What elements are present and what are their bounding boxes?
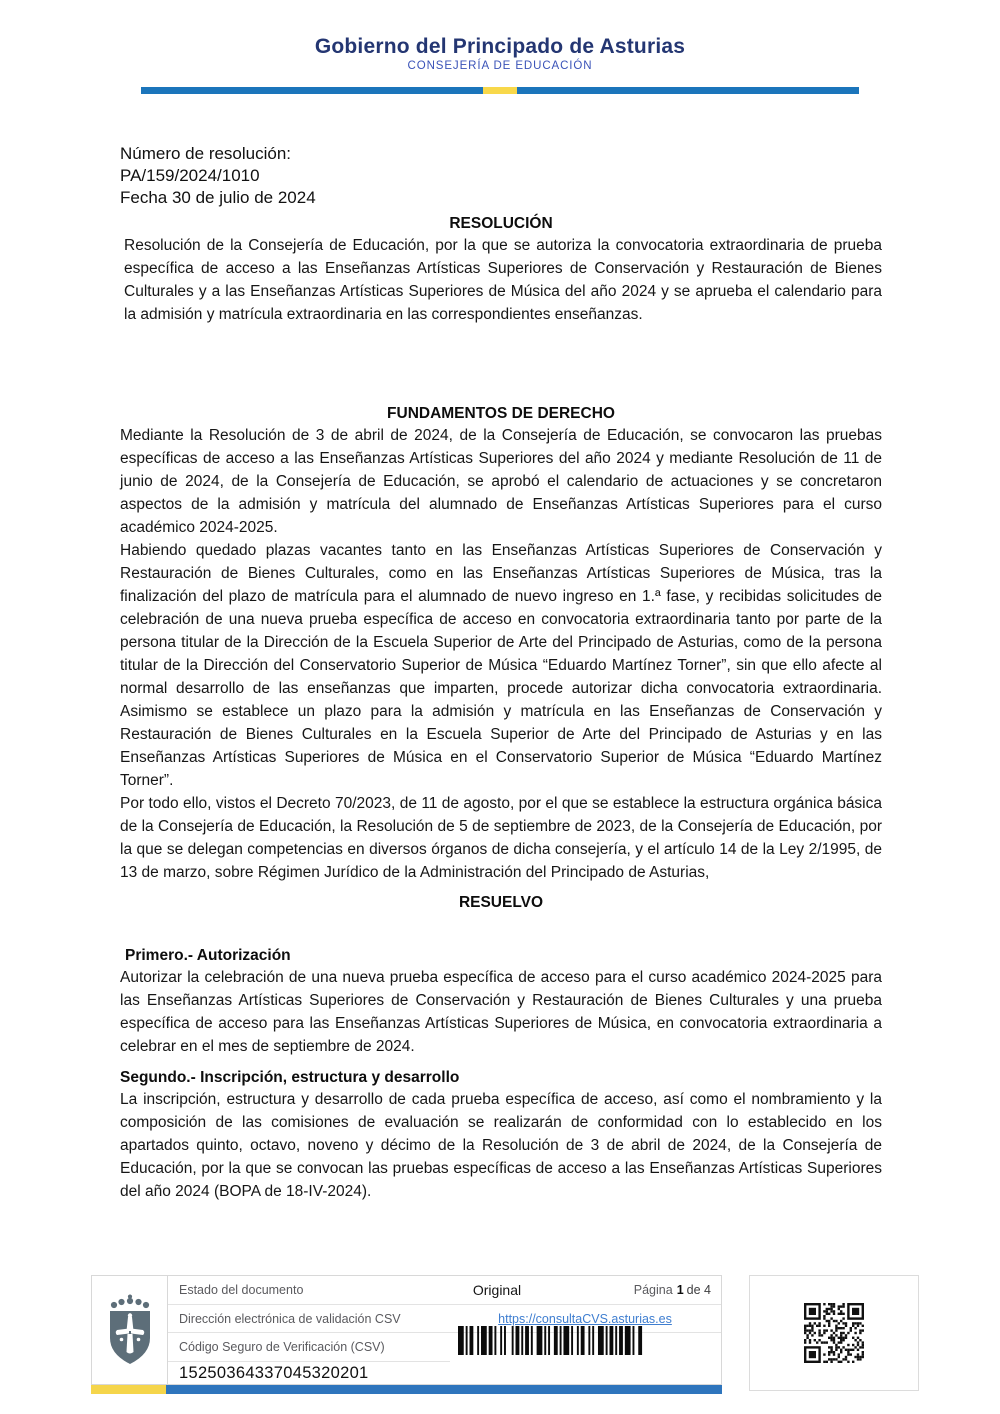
csv-direccion-label: Dirección electrónica de validación CSV [179, 1311, 401, 1326]
paragraph-fundamentos-2: Habiendo quedado plazas vacantes tanto en las Enseñanzas Artísticas Superiores de Conservación y Restauración de Bienes Culturales, como en las Enseñanzas Artísticas Superiores de Música, tras la finalización del plazo de matrícula para el alumnado de nuevo ingreso en 1.ª fase, y recibidas solicitudes de celebración de una nueva prueba específica de acceso en convocatoria extraordinaria tanto por parte de la persona titular de la Dirección de la Escuela Superior de Arte del Principado de Asturias, como de la persona titular de la Dirección del Conservatorio Superior de Música “Eduardo Martínez Torner”, sin que ello afecte al normal desarrollo de las enseñanzas que imparten, procede autorizar dicha convocatoria extraordinaria. Asimismo se establece un plazo para la admisión y matrícula en las Enseñanzas de Conservación y Restauración de Bienes Culturales en la Escuela Superior de Arte del Principado de Asturias y en las Enseñanzas Artísticas Superiores de Música en el Conservatorio Superior de Música “Eduardo Martínez Torner”. [120, 542, 882, 789]
paragraph-intro: Resolución de la Consejería de Educación, por la que se autoriza la convocatoria extraordinaria de prueba específica de acceso a las Enseñanzas Artísticas Superiores de Conservación y Restauración de Bienes Culturales y a las Enseñanzas Artísticas Superiores de Música del año 2024 y se aprueba el calendario para la admisión y matrícula extraordinaria en las correspondientes enseñanzas. [124, 237, 882, 323]
estado-label: Estado del documento [179, 1283, 304, 1297]
validation-rows [168, 1276, 721, 1384]
qr-code-icon [804, 1303, 864, 1363]
barcode-icon [458, 1326, 644, 1355]
footer-accent-bar [91, 1385, 722, 1394]
heading-resolucion: RESOLUCIÓN [449, 215, 553, 232]
csv-code-value: 15250364337045320201 [179, 1363, 369, 1382]
paragraph-primero: Autorizar la celebración de una nueva prueba específica de acceso para el curso académico 2024-2025 para las Enseñanzas Artísticas Superiores de Conservación y Restauración de Bienes Culturales y una prueba específica de acceso para las Enseñanzas Artísticas Superiores de Música, en convocatoria extraordinaria a celebrar en el mes de septiembre de 2024. [120, 969, 882, 1055]
asturias-crest-icon [104, 1294, 156, 1366]
row-estado [168, 1276, 721, 1305]
section-title-segundo: Segundo.- Inscripción, estructura y desarrollo [120, 1069, 460, 1086]
csv-validation-link[interactable]: https://consultaCVS.asturias.es [498, 1311, 672, 1326]
row-csv-code-label [168, 1333, 450, 1362]
barcode-cell [450, 1333, 721, 1384]
page-indicator [634, 1283, 711, 1297]
paragraph-fundamentos-3: Por todo ello, vistos el Decreto 70/2023, de 11 de agosto, por el que se establece la estructura orgánica básica de la Consejería de Educación, la Resolución de 5 de septiembre de 2023, de la Consejería de Educación, por la que se delegan competencias en diversos órganos de dicha consejería, y el artículo 14 de la Ley 2/1995, de 13 de marzo, sobre Régimen Jurídico de la Administración del Principado de Asturias, [120, 795, 882, 881]
pagina-total: de 4 [686, 1283, 711, 1297]
crest-cell [92, 1276, 168, 1384]
section-title-primero: Primero.- Autorización [125, 947, 291, 964]
document-body [120, 143, 882, 1203]
paragraph-segundo: La inscripción, estructura y desarrollo de cada prueba específica de acceso, así como el nombramiento y la composición de las comisiones de evaluación se realizarán de conformidad con lo establecido en los apartados quinto, octavo, noveno y décimo de la Resolución de 3 de abril de 2024, de la Consejería de Educación, por la que se convocan las pruebas específicas de acceso a las Enseñanzas Artísticas Superiores del año 2024 (BOPA de 18-IV-2024). [120, 1091, 882, 1200]
heading-fundamentos: FUNDAMENTOS DE DERECHO [387, 405, 615, 422]
csv-code-label: Código Seguro de Verificación (CSV) [179, 1340, 385, 1354]
footer-bar-blue [166, 1385, 722, 1394]
pagina-number: 1 [676, 1283, 684, 1297]
pagina-label: Página [633, 1283, 673, 1297]
divider-blue-right [517, 87, 859, 94]
validation-footer [91, 1275, 722, 1385]
header-divider-bar [141, 87, 859, 94]
paragraph-fundamentos-1: Mediante la Resolución de 3 de abril de 2024, de la Consejería de Educación, se convocaron las pruebas específicas de acceso a las Enseñanzas Artísticas Superiores del año 2024 y mediante Resolución de 11 de junio de 2024, de la Consejería de Educación, se aprobó el calendario de actuaciones y se concretaron aspectos de la admisión y matrícula del alumnado de Enseñanzas Artísticas Superiores para el curso académico 2024-2025. [120, 427, 882, 536]
page-header [0, 0, 1000, 94]
row-csv-code-value [168, 1362, 450, 1384]
estado-value: Original [472, 1282, 522, 1298]
resolution-number-label: Número de resolución: [120, 144, 292, 163]
department-subtitle: CONSEJERÍA DE EDUCACIÓN [407, 60, 593, 72]
qr-box [749, 1275, 919, 1391]
row-csv-code-area [168, 1333, 721, 1384]
resolution-date: Fecha 30 de julio de 2024 [120, 188, 316, 207]
divider-yellow-segment [483, 87, 517, 94]
footer-bar-yellow [91, 1385, 166, 1394]
government-title: Gobierno del Principado de Asturias [314, 35, 686, 58]
resolution-number-value: PA/159/2024/1010 [120, 166, 260, 185]
divider-blue-left [141, 87, 483, 94]
heading-resuelvo: RESUELVO [458, 894, 544, 911]
resolution-meta [120, 143, 882, 209]
